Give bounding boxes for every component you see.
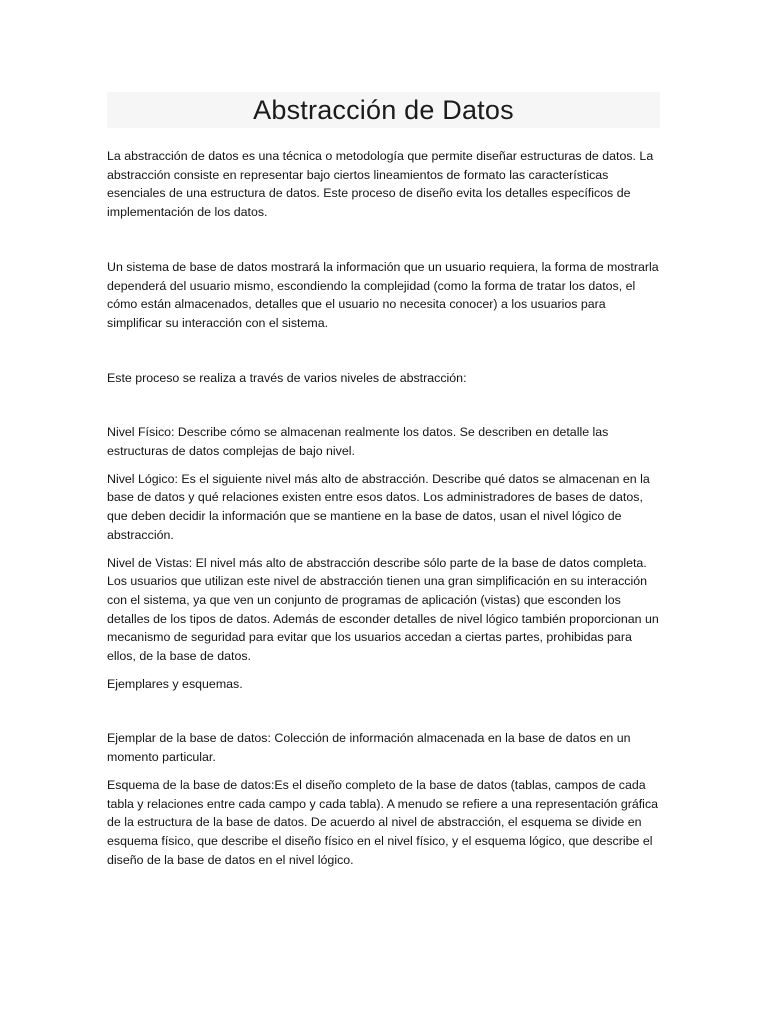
- paragraph-logical-level: Nivel Lógico: Es el siguiente nivel más alto de abstracción. Describe qué datos se almacenan en la base de datos y qué relaciones existen entre esos datos. Los administradores de bases de datos, que deben decidir la información que se mantiene en la base de datos, usan el nivel lógico de abstracción.: [107, 471, 650, 542]
- paragraph-levels-intro: Este proceso se realiza a través de varios niveles de abstracción:: [107, 370, 467, 385]
- paragraph-view-level: Nivel de Vistas: El nivel más alto de abstracción describe sólo parte de la base de datos completa. Los usuarios que utilizan este nivel de abstracción tienen una gran simplificación en su interacción con el sistema, ya que ven un conjunto de programas de aplicación (vistas) que esconden los detalles de los tipos de datos. Además de esconder detalles de nivel lógico también proporcionan un mecanismo de seguridad para evitar que los usuarios accedan a ciertas partes, prohibidas para ellos, de la base de datos.: [107, 555, 659, 664]
- paragraph-instance: Ejemplar de la base de datos: Colección de información almacenada en la base de datos en un momento particular.: [107, 731, 631, 765]
- paragraph-instances-schemas: Ejemplares y esquemas.: [107, 676, 243, 691]
- page-title: Abstracción de Datos: [253, 95, 514, 125]
- paragraph-physical-level: Nivel Físico: Describe cómo se almacenan realmente los datos. Se describen en detalle las estructuras de datos complejas de bajo nivel.: [107, 425, 609, 459]
- document-body: [107, 147, 663, 869]
- paragraph-schema: Esquema de la base de datos:Es el diseño completo de la base de datos (tablas, campos de cada tabla y relaciones entre cada campo y cada tabla). A menudo se refiere a una representación gráfica de la estructura de la base de datos. De acuerdo al nivel de abstracción, el esquema se divide en esquema físico, que describe el diseño físico en el nivel físico, y el esquema lógico, que describe el diseño de la base de datos en el nivel lógico.: [107, 777, 659, 867]
- paragraph-intro: La abstracción de datos es una técnica o metodología que permite diseñar estructuras de datos. La abstracción consiste en representar bajo ciertos lineamientos de formato las características esenciales de una estructura de datos. Este proceso de diseño evita los detalles específicos de implementación de los datos.: [107, 149, 654, 220]
- paragraph-system: Un sistema de base de datos mostrará la información que un usuario requiera, la forma de mostrarla dependerá del usuario mismo, escondiendo la complejidad (como la forma de tratar los datos, el cómo están almacenados, detalles que el usuario no necesita conocer) a los usuarios para simplificar su interacción con el sistema.: [107, 259, 659, 330]
